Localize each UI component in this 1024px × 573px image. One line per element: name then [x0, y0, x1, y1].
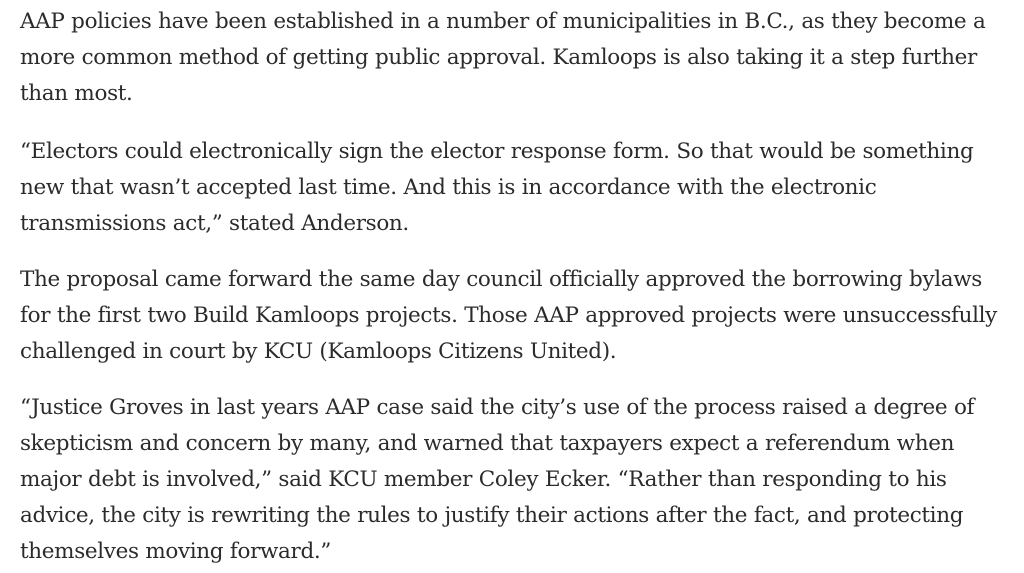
article-paragraph: AAP policies have been established in a number of municipalities in B.C., as they become a more common method of getting public approval. Kamloops is also taking it a step further than most.: [20, 9, 986, 106]
article-paragraph: “Justice Groves in last years AAP case said the city’s use of the process raised a degree of skepticism and concern by many, and warned that taxpayers expect a referendum when major debt is involved,” said KCU member Coley Ecker. “Rather than responding to his advice, the city is rewriting the rules to justify their actions after the fact, and protecting themselves moving forward.”: [20, 395, 975, 564]
article-paragraph: “Electors could electronically sign the elector response form. So that would be something new that wasn’t accepted last time. And this is in accordance with the electronic transmissions act,” stated Anderson.: [20, 139, 974, 236]
article-paragraph: The proposal came forward the same day council officially approved the borrowing bylaws for the first two Build Kamloops projects. Those AAP approved projects were unsuccessfully challenged in court by KCU (Kamloops Citizens United).: [20, 267, 997, 364]
